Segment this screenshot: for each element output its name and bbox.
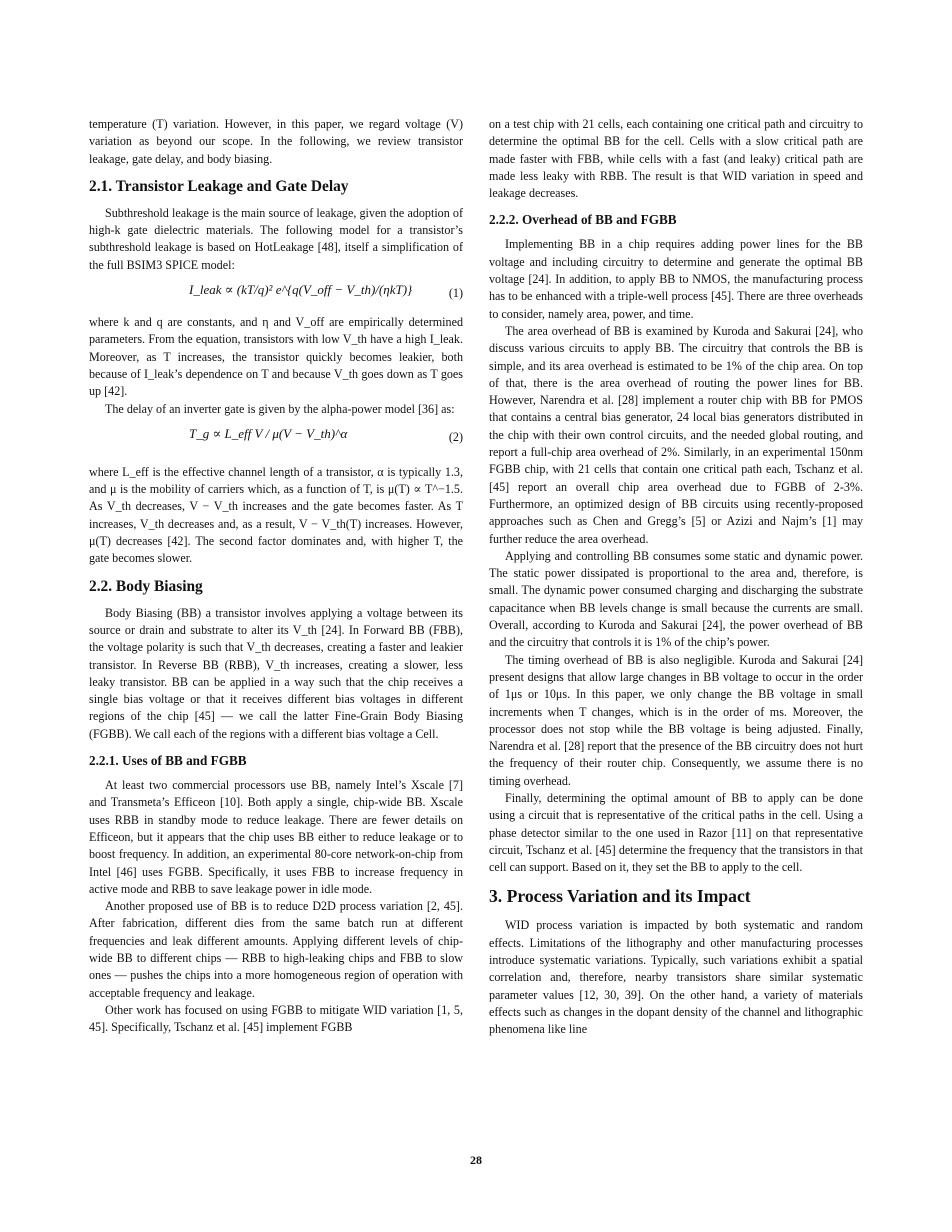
paragraph-overhead-1: Implementing BB in a chip requires adding power lines for the BB voltage and including circuitry to determine and generate the optimal BB voltage [24]. In addition, to apply BB to NMOS, the manufacturing process has to be enhanced with a triple-well process [45]. There are three overheads to consider, namely area, power, and time.: [489, 237, 863, 321]
paragraph-overhead-3: Applying and controlling BB consumes some static and dynamic power. The static power dissipated is proportional to the area and, therefore, is small. The dynamic power consumed charging and discharging the substrate capacitance when BB levels change is small because the currents are small. Overall, according to Kuroda and Sakurai [24], the power overhead of BB and the circuitry that controls it is 1% of the chip’s power.: [489, 548, 863, 650]
paragraph-intro: temperature (T) variation. However, in this paper, we regard voltage (V) variation as beyond our scope. In the following, we review transistor leakage, gate delay, and body biasing.: [89, 117, 463, 166]
subsection-heading-2-2-1: 2.2.1. Uses of BB and FGBB: [89, 753, 247, 769]
paragraph-delay-1: The delay of an inverter gate is given by the alpha-power model [36] as:: [105, 401, 455, 416]
left-column: [89, 116, 463, 1036]
paragraph-uses-2: Another proposed use of BB is to reduce D2D process variation [2, 45]. After fabrication, different dies from the same batch run at different frequencies and leak different amounts. Applying different levels of chip-wide BB to different chips — RBB to high-leaking chips and FBB to slow ones — pushes the chips into a more homogeneous region of operation with acceptable frequency and leakage.: [89, 899, 463, 1000]
paragraph-overhead-2: The area overhead of BB is examined by Kuroda and Sakurai [24], who discuss various circuits to apply BB. The circuitry that controls the BB is simple, and its area overhead is estimated to be 1% of the chip area. On top of that, there is the area overhead of routing the power lines for BB. However, Narendra et al. [28] implement a router chip with BB for PMOS that contains a central bias generator, 24 local bias generators distributed in the chip with their own control circuits, and the needed global routing, and report a full-chip area overhead of 2%. Similarly, in an experimental 150nm FGBB chip, with 21 cells that contain one critical path each, Tschanz et al. [45] report an overall chip area overhead due to FGBB of 2-3%. Furthermore, an optimized design of BB circuits using recently-proposed approaches such as Chen and Gregg’s [5] or Azizi and Najm’s [1] may further reduce the area overhead.: [489, 323, 863, 546]
section-heading-2-2: 2.2. Body Biasing: [89, 577, 203, 595]
paragraph-leakage-2: where k and q are constants, and η and V_off are empirically determined parameters. From the equation, transistors with low V_th have a high I_leak. Moreover, as T increases, the transistor quickly becomes leakier, both because of I_leak’s dependence on T and because V_th goes down as T goes up [42].: [89, 315, 463, 399]
equation-1: [89, 276, 463, 310]
subsection-heading-2-2-2: 2.2.2. Overhead of BB and FGBB: [489, 212, 677, 228]
equation-2: [89, 420, 463, 460]
equation-1-number: (1): [448, 286, 463, 301]
paragraph-overhead-4: The timing overhead of BB is also negligible. Kuroda and Sakurai [24] present designs that allow large changes in BB voltage to occur in the order of 1μs or 10μs. In this paper, we only change the BB voltage in small increments when T changes, which is in the order of ms. Moreover, the processor does not stop while the BB voltage is being adjusted. Finally, Narendra et al. [28] report that the presence of the BB circuitry does not hurt the frequency of their router chip. Consequently, we assume there is no timing overhead.: [489, 652, 863, 788]
section-heading-3: 3. Process Variation and its Impact: [489, 886, 751, 907]
paragraph-uses-3: Other work has focused on using FGBB to mitigate WID variation [1, 5, 45]. Specifically, Tschanz et al. [45] implement FGBB: [89, 1002, 463, 1035]
right-column: [489, 116, 863, 1039]
section-heading-2-1: 2.1. Transistor Leakage and Gate Delay: [89, 177, 349, 195]
paragraph-body-biasing: Body Biasing (BB) a transistor involves applying a voltage between its source or drain and substrate to alter its V_th [24]. In Forward BB (FBB), the voltage polarity is such that V_th decreases, creating a faster and leakier transistor. In Reverse BB (RBB), V_th increases, creating a slower, less leaky transistor. BB can be applied in a way such that the chip receives a single bias voltage or that it receives different bias voltages in different regions of the chip [45] — we call the latter Fine-Grain Body Biasing (FGBB). We call each of the regions with a different bias voltage a Cell.: [89, 605, 463, 741]
paragraph-process-variation: WID process variation is impacted by both systematic and random effects. Limitations of the lithography and other manufacturing processes introduce systematic variations. Typically, such variations exhibit a spatial correlation and, therefore, nearby transistors share similar systematic parameter values [12, 30, 39]. On the other hand, a variety of materials effects such as changes in the dopant density of the channel and lithographic phenomena like line: [489, 918, 863, 1037]
equation-1-body: I_leak ∝ (kT/q)² e^{q(V_off − V_th)/(ηkT)}: [189, 282, 413, 298]
equation-2-body: T_g ∝ L_eff V / μ(V − V_th)^α: [189, 425, 348, 441]
paragraph-delay-2: where L_eff is the effective channel length of a transistor, α is typically 1.3, and μ is the mobility of carriers which, as a function of T, is μ(T) ∝ T^−1.5. As V_th decreases, V − V_th increases and the gate becomes faster. As T increases, V_th decreases and, as a result, V − V_th(T) increases. However, μ(T) decreases [42]. The second factor dominates and, with higher T, the gate becomes slower.: [89, 464, 463, 566]
paragraph-uses-1: At least two commercial processors use BB, namely Intel’s Xscale [7] and Transmeta’s Efficeon [10]. Both apply a single, chip-wide BB. Xscale uses RBB in standby mode to reduce leakage. There are fewer details on Efficeon, but it appears that the chip uses BB either to reduce leakage or to boost frequency. In addition, an experimental 80-core network-on-chip from Intel [46] uses FGBB. Specifically, it uses FBB to increase frequency in active mode and RBB to save leakage power in idle mode.: [89, 778, 463, 896]
paragraph-overhead-5: Finally, determining the optimal amount of BB to apply can be done using a circuit that is representative of the critical paths in the cell. Using a phase detector similar to the one used in Razor [11] on that representative circuit, Tschanz et al. [45] determine the frequency that the transistors in that cell can support. Based on it, they set the BB to apply to the cell.: [489, 790, 863, 875]
page-number: 28: [470, 1153, 482, 1167]
equation-2-number: (2): [448, 429, 463, 444]
paragraph-continued: on a test chip with 21 cells, each containing one critical path and circuitry to determine the optimal BB for the cell. Cells with a slow critical path are made faster with FBB, while cells with a fast (and leaky) critical path are made less leaky with RBB. The result is that WID variation in speed and leakage decreases.: [489, 117, 863, 201]
paragraph-leakage-1: Subthreshold leakage is the main source of leakage, given the adoption of high-k gate dielectric materials. The following model for a transistor’s subthreshold leakage is based on HotLeakage [48], itself a simplification of the full BSIM3 SPICE model:: [89, 205, 463, 272]
